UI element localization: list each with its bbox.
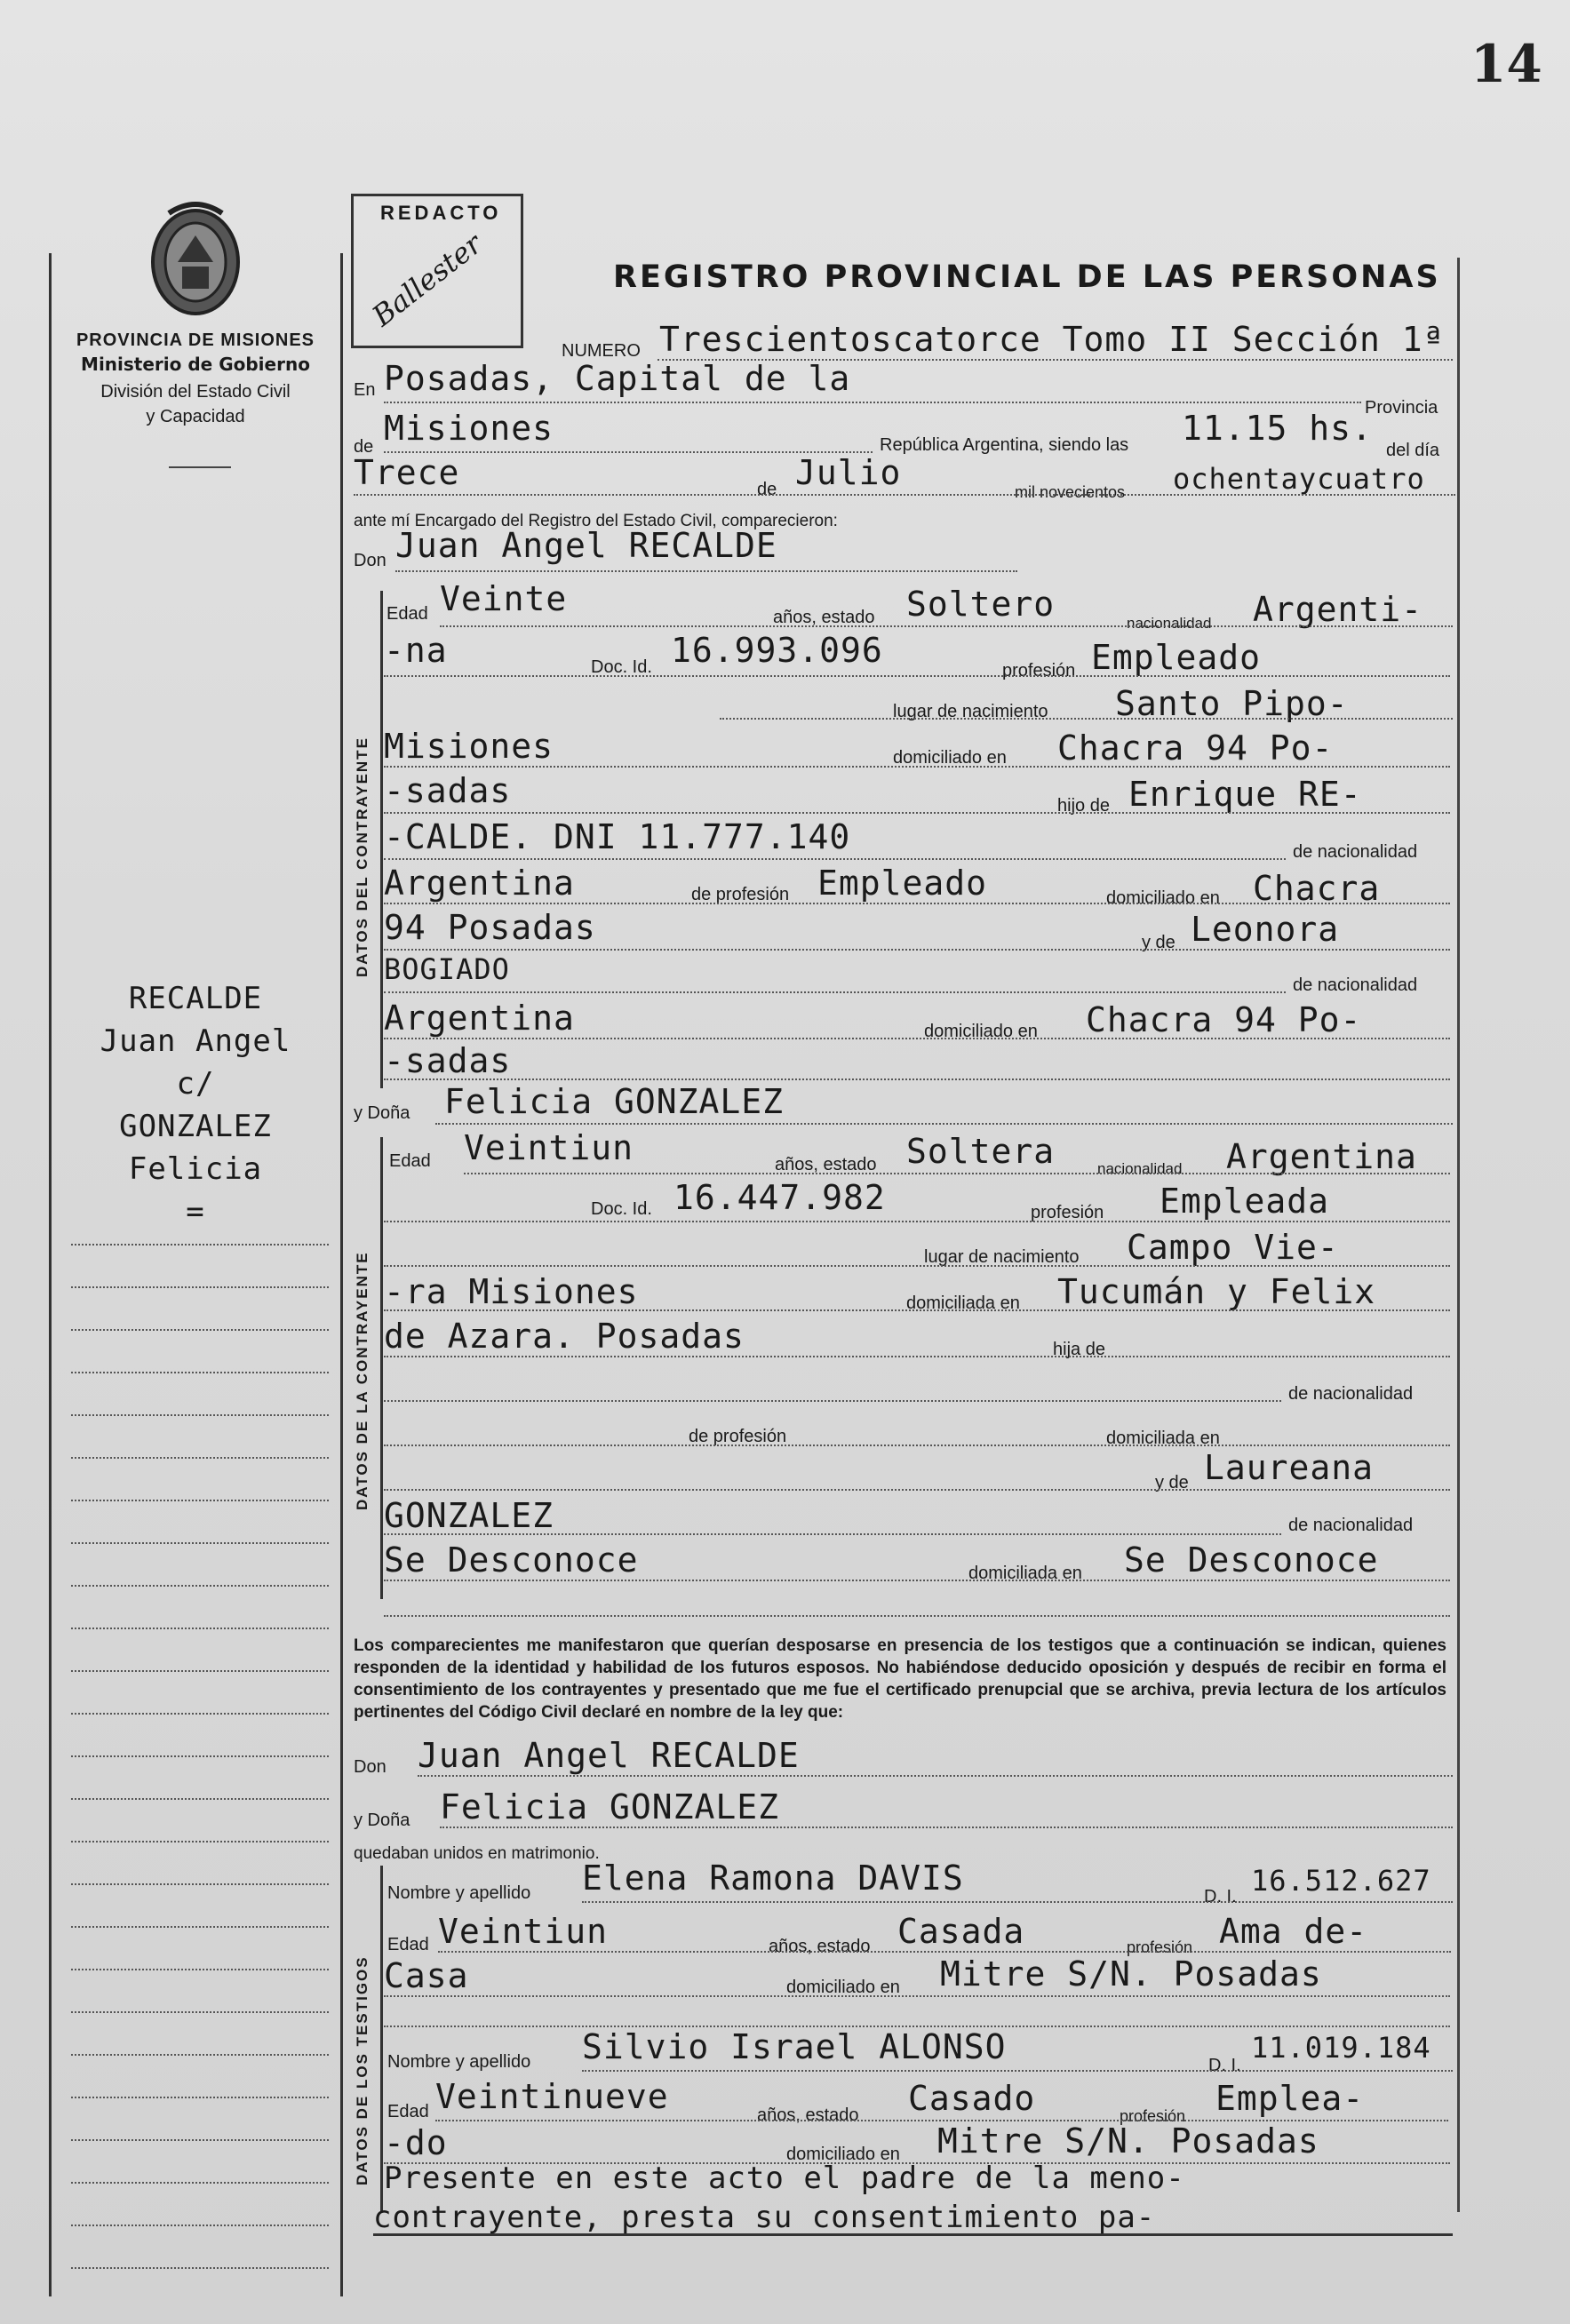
label-republica: República Argentina, siendo las <box>880 435 1129 455</box>
groom-padre-dom: Chacra <box>1253 869 1381 908</box>
label-profesion-bride: profesión <box>1031 1203 1104 1222</box>
label-datos-testigos: DATOS DE LOS TESTIGOS <box>354 1955 371 2185</box>
groom-padre: Enrique RE- <box>1128 775 1362 814</box>
bride-nombre: Felicia GONZALEZ <box>444 1082 785 1121</box>
witness2-profesion-cont: -do <box>384 2123 448 2162</box>
groom-padre-nac: Argentina <box>384 864 575 903</box>
groom-profesion: Empleado <box>1091 638 1262 677</box>
act-numero: Trescientoscatorce Tomo II Sección 1ª <box>659 320 1445 359</box>
margin-rule <box>71 1585 329 1587</box>
witness1-edad: Veintiun <box>438 1912 609 1951</box>
label-di: D. I. <box>1204 1887 1237 1906</box>
label-del-dia: del día <box>1386 441 1440 460</box>
label-de-nacionalidad-madre-bride: de nacionalidad <box>1288 1516 1414 1535</box>
margin-rule <box>71 1628 329 1629</box>
groom-madre: Leonora <box>1191 910 1340 949</box>
stamp-label: REDACTO <box>380 202 502 224</box>
margin-notes <box>58 977 333 1233</box>
witness1-di: 16.512.627 <box>1251 1864 1431 1898</box>
act-de: Misiones <box>384 409 554 448</box>
groom-padre-dom-cont: 94 Posadas <box>384 908 596 947</box>
label-domiciliada-en-padre: domiciliada en <box>1106 1429 1220 1448</box>
label-de-nacionalidad-bride: de nacionalidad <box>1288 1384 1414 1404</box>
document-title: REGISTRO PROVINCIAL DE LAS PERSONAS <box>613 259 1441 295</box>
label-edad-w1: Edad <box>387 1935 429 1954</box>
label-nacionalidad-bride: nacionalidad <box>1097 1160 1183 1177</box>
label-nombre-apellido-w2: Nombre y apellido <box>387 2052 531 2072</box>
note-line2: contrayente, presta su consentimiento pa- <box>373 2200 1156 2235</box>
groom-domicilio: Chacra 94 Po- <box>1057 728 1334 768</box>
label-doc-id-bride: Doc. Id. <box>591 1199 652 1219</box>
margin-rule <box>71 1244 329 1246</box>
label-edad-w2: Edad <box>387 2102 429 2121</box>
decl-don: Juan Angel RECALDE <box>418 1736 800 1775</box>
label-hija-de: hija de <box>1053 1340 1105 1359</box>
label-datos-contrayente: DATOS DEL CONTRAYENTE <box>354 736 371 977</box>
bride-edad: Veintiun <box>464 1128 634 1167</box>
province-name: PROVINCIA DE MISIONES <box>76 330 315 350</box>
label-anos-estado-w1: años, estado <box>769 1937 871 1956</box>
witness2-domicilio: Mitre S/N. Posadas <box>937 2121 1319 2161</box>
label-anos-estado-bride: años, estado <box>775 1155 877 1174</box>
margin-rule <box>71 1713 329 1715</box>
margin-rule <box>71 1414 329 1416</box>
label-de-profesion-bride: de profesión <box>689 1427 787 1446</box>
witness1-nombre: Elena Ramona DAVIS <box>582 1858 964 1898</box>
decl-dona: Felicia GONZALEZ <box>440 1787 780 1827</box>
groom-nacionalidad-cont: -na <box>384 631 448 670</box>
division-line2: y Capacidad <box>146 407 245 426</box>
margin-rule <box>71 1329 329 1331</box>
label-domiciliado-en-w1: domiciliado en <box>786 1978 900 1997</box>
page-number: 14 <box>1470 34 1542 94</box>
margin-note: Felicia <box>128 1151 263 1187</box>
margin-rule <box>71 2139 329 2141</box>
margin-rule <box>71 2225 329 2226</box>
note-line1: Presente en este acto el padre de la meno- <box>384 2161 1185 2196</box>
label-lugar-nacimiento: lugar de nacimiento <box>893 702 1048 721</box>
bride-madre-dom: Se Desconoce <box>1124 1540 1379 1580</box>
witness1-profesion: Ama de- <box>1219 1912 1368 1951</box>
label-ante-mi: ante mí Encargado del Registro del Estado Civil, comparecieron: <box>354 512 838 530</box>
label-domiciliado-en: domiciliado en <box>893 748 1007 768</box>
bride-lugar: Campo Vie- <box>1127 1228 1339 1267</box>
label-datos-la-contrayente: DATOS DE LA CONTRAYENTE <box>354 1251 371 1510</box>
groom-domicilio-cont: -sadas <box>384 771 512 810</box>
redacto-stamp <box>351 194 523 348</box>
label-de: de <box>354 437 374 457</box>
margin-rule <box>71 1286 329 1288</box>
label-numero: NUMERO <box>562 341 641 361</box>
witness1-profesion-cont: Casa <box>384 1956 469 1995</box>
margin-rule <box>71 1841 329 1842</box>
label-di-w2: D. I. <box>1208 2056 1241 2075</box>
margin-rule <box>71 2011 329 2013</box>
bride-profesion: Empleada <box>1160 1182 1330 1221</box>
label-doc-id: Doc. Id. <box>591 657 652 677</box>
bride-doc: 16.447.982 <box>673 1178 886 1217</box>
groom-lugar-cont: Misiones <box>384 727 554 766</box>
label-y-dona: y Doña <box>354 1103 410 1123</box>
division-line1: División del Estado Civil <box>100 382 291 402</box>
label-hijo-de: hijo de <box>1057 796 1110 816</box>
label-domiciliada-en: domiciliada en <box>906 1293 1020 1313</box>
margin-note: RECALDE <box>128 981 263 1016</box>
label-de-nacionalidad: de nacionalidad <box>1293 842 1418 862</box>
label-de-nacionalidad-madre: de nacionalidad <box>1293 975 1418 995</box>
margin-rule <box>71 1969 329 1970</box>
groom-padre-prof: Empleado <box>817 864 988 903</box>
groom-madre-dom: Chacra 94 Po- <box>1086 1000 1362 1039</box>
margin-note: GONZALEZ <box>119 1109 272 1144</box>
label-domiciliado-en-madre: domiciliado en <box>924 1022 1038 1041</box>
margin-rule <box>71 1457 329 1459</box>
label-en: En <box>354 380 376 400</box>
groom-lugar: Santo Pipo- <box>1115 684 1349 723</box>
label-mil-novecientos: mil novecientos <box>1015 483 1126 501</box>
margin-rule <box>71 1798 329 1800</box>
margin-column <box>49 253 343 2296</box>
label-profesion-w2: profesión <box>1120 2107 1186 2125</box>
act-hora: 11.15 hs. <box>1182 409 1373 448</box>
label-domiciliado-en-padre: domiciliado en <box>1106 888 1220 908</box>
label-anos-estado-w2: años, estado <box>757 2105 859 2125</box>
witness1-domicilio: Mitre S/N. Posadas <box>940 1954 1322 1994</box>
declaration-paragraph: Los comparecientes me manifestaron que querían desposarse en presencia de los testigos que a continuación se indican, quienes responden de la identidad y habilidad de los futuros esposos. No habiéndose deducido oposición y después de recibir en forma el consentimiento de los contrayentes y presentado que me fue el certificado prenupcial que se archiva, previa lectura de los artículos pertinentes del Código Civil declaré en nombre de la ley que: <box>354 1636 1446 1722</box>
groom-madre-nac: Argentina <box>384 999 575 1038</box>
margin-rule <box>71 2097 329 2098</box>
label-y-de-bride: y de <box>1155 1473 1189 1492</box>
bride-domicilio-cont: de Azara. Posadas <box>384 1317 745 1356</box>
witness1-estado: Casada <box>897 1912 1025 1951</box>
bride-lugar-cont: -ra Misiones <box>384 1272 639 1311</box>
label-de-mes: de <box>757 480 777 499</box>
label-nombre-apellido: Nombre y apellido <box>387 1883 531 1903</box>
margin-rule <box>71 1926 329 1928</box>
act-don: Juan Angel RECALDE <box>395 526 777 565</box>
margin-rule <box>71 1542 329 1544</box>
groom-doc: 16.993.096 <box>671 631 883 670</box>
right-border <box>1457 258 1460 2212</box>
bride-domicilio: Tucumán y Felix <box>1057 1272 1376 1311</box>
label-domiciliado-en-w2: domiciliado en <box>786 2145 900 2164</box>
margin-note: Juan Angel <box>100 1023 291 1059</box>
label-profesion-w1: profesión <box>1127 1938 1193 1956</box>
witness2-di: 11.019.184 <box>1251 2031 1431 2065</box>
bride-nacionalidad: Argentina <box>1226 1137 1417 1176</box>
label-provincia: Provincia <box>1365 398 1439 418</box>
witness2-estado: Casado <box>908 2079 1036 2118</box>
witness2-profesion: Emplea- <box>1215 2079 1365 2118</box>
margin-rule <box>71 2182 329 2184</box>
margin-rule <box>71 1670 329 1672</box>
margin-rule <box>71 1500 329 1501</box>
groom-madre-cont: BOGIADO <box>384 952 510 986</box>
label-don: Don <box>354 551 387 570</box>
stamp-signature: Ballester <box>365 227 489 333</box>
label-quedaban: quedaban unidos en matrimonio. <box>354 1844 600 1863</box>
groom-madre-dom-cont: -sadas <box>384 1041 512 1080</box>
witness2-edad: Veintinueve <box>435 2077 669 2116</box>
margin-rule <box>71 2267 329 2269</box>
label-edad: Edad <box>387 604 428 624</box>
margin-rule <box>71 1883 329 1885</box>
margin-rule <box>71 1755 329 1757</box>
label-de-profesion: de profesión <box>691 885 790 904</box>
act-en: Posadas, Capital de la <box>384 359 851 398</box>
bride-madre-nac: Se Desconoce <box>384 1540 639 1580</box>
label-edad-bride: Edad <box>389 1151 431 1171</box>
label-y-dona-decl: y Doña <box>354 1811 410 1830</box>
act-mes: Julio <box>795 453 902 492</box>
label-profesion: profesión <box>1002 661 1076 680</box>
witness2-nombre: Silvio Israel ALONSO <box>582 2027 1007 2066</box>
margin-note: c/ <box>176 1066 215 1102</box>
ministry-name: Ministerio de Gobierno <box>81 354 310 375</box>
label-domiciliada-en-madre: domiciliada en <box>968 1564 1082 1583</box>
groom-edad: Veinte <box>440 579 568 618</box>
groom-estado: Soltero <box>906 585 1056 624</box>
margin-rule <box>71 2054 329 2056</box>
label-lugar-nacimiento-bride: lugar de nacimiento <box>924 1247 1080 1267</box>
act-anio: ochentaycuatro <box>1173 462 1425 496</box>
label-y-de: y de <box>1142 933 1176 952</box>
label-nacionalidad: nacionalidad <box>1127 615 1212 632</box>
label-anos-estado: años, estado <box>773 608 875 627</box>
bride-madre-cont: GONZALEZ <box>384 1496 554 1535</box>
groom-nacionalidad: Argenti- <box>1253 590 1423 629</box>
groom-padre-cont: -CALDE. DNI 11.777.140 <box>384 817 851 856</box>
label-don-decl: Don <box>354 1757 387 1777</box>
bride-estado: Soltera <box>906 1132 1056 1171</box>
bride-madre: Laureana <box>1204 1448 1375 1487</box>
margin-note: = <box>186 1194 205 1230</box>
act-dia: Trece <box>354 453 460 492</box>
margin-rule <box>71 1372 329 1373</box>
